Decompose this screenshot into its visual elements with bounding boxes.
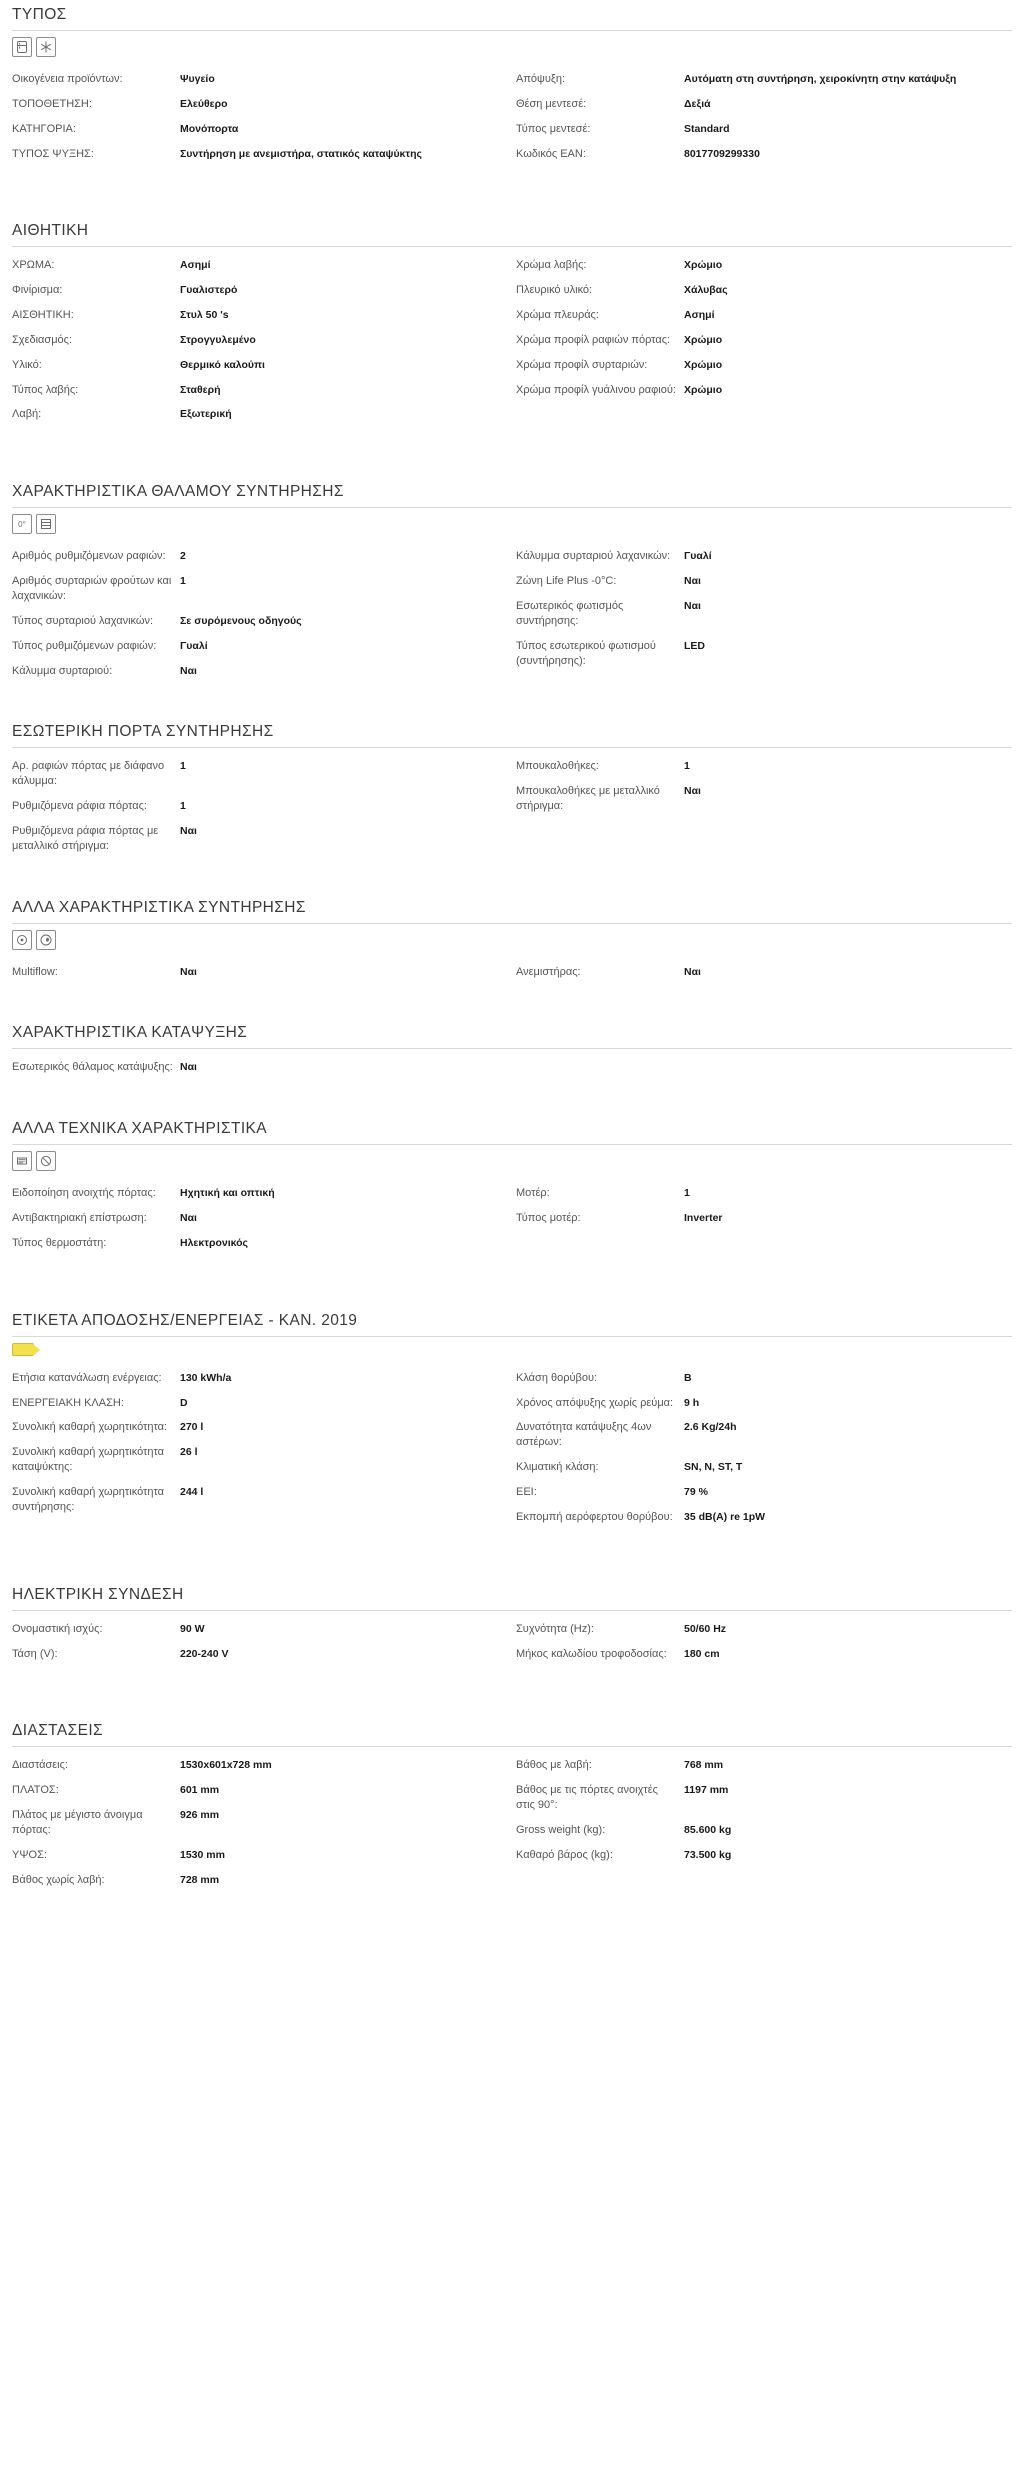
spec-row: [516, 1417, 1004, 1457]
spec-value: SN, N, ST, T: [684, 1461, 743, 1474]
spec-row: [12, 1805, 500, 1845]
spec-column-left: [8, 1183, 512, 1258]
spec-label: Καθαρό βάρος (kg):: [516, 1848, 613, 1861]
spec-value: Εξωτερική: [180, 408, 232, 421]
spec-columns: [8, 61, 1016, 178]
spec-row: [516, 1507, 1004, 1532]
spec-row: [12, 255, 500, 280]
antibacterial-icon: [36, 1151, 56, 1171]
spec-value: 85.600 kg: [684, 1823, 732, 1836]
spec-label: Πλάτος με μέγιστο άνοιγμα πόρτας:: [12, 1809, 143, 1836]
spec-column-left: [8, 1619, 512, 1669]
spec-row: [516, 1482, 1004, 1507]
spec-value: Χρώμιο: [684, 383, 723, 396]
spec-row: [516, 1208, 1004, 1233]
spec-row: [516, 756, 1004, 781]
spec-value: Ναι: [180, 965, 197, 978]
spec-row: [12, 962, 500, 987]
spec-row: [516, 1820, 1004, 1845]
spec-column-left: [8, 69, 512, 168]
spec-column-left: [8, 962, 512, 987]
spec-label: Συνολική καθαρή χωρητικότητα καταψύκτης:: [12, 1446, 165, 1474]
spec-label: Χρώμα λαβής:: [516, 259, 587, 272]
spec-row: [12, 355, 500, 380]
spec-row: [516, 962, 1004, 987]
spec-label: Βάθος με λαβή:: [516, 1759, 592, 1772]
spec-value: Αυτόματη στη συντήρηση, χειροκίνητη στην κατάψυξη: [684, 73, 957, 85]
spec-row: [12, 144, 500, 169]
spec-columns: [8, 1360, 1016, 1542]
spec-columns: [8, 1611, 1016, 1679]
spec-label: Τύπος εσωτερικού φωτισμού (συντήρησης):: [516, 639, 656, 667]
section-title: ΕΤΙΚΕΤΑ ΑΠΟΔΟΣΗΣ/ΕΝΕΡΓΕΙΑΣ - ΚΑΝ. 2019: [12, 1311, 358, 1329]
spec-label: Υλικό:: [12, 358, 42, 371]
spec-label: Τύπος μεντεσέ:: [516, 122, 591, 135]
spec-value: Ελεύθερο: [180, 97, 228, 110]
spec-value: Ναι: [180, 664, 197, 677]
section-etiketa-energeias: [0, 1306, 1024, 1542]
spec-row: [516, 69, 1004, 94]
spec-row: [516, 1457, 1004, 1482]
section-title: ΧΑΡΑΚΤΗΡΙΣΤΙΚΑ ΘΑΛΑΜΟΥ ΣΥΝΤΗΡΗΣΗΣ: [12, 483, 344, 501]
spec-row: [12, 1845, 500, 1870]
spec-label: Κλάση θορύβου:: [516, 1371, 598, 1384]
spec-column-left: [8, 1368, 512, 1532]
snowflake-icon: [36, 37, 56, 57]
spec-row: [516, 1619, 1004, 1644]
spec-value: 26 l: [180, 1446, 198, 1459]
spec-value: 130 kWh/a: [180, 1371, 232, 1384]
section-alla-syntirisis: [0, 893, 1024, 997]
spec-value: Ασημί: [180, 259, 211, 272]
spec-row: [516, 1183, 1004, 1208]
spec-row: [12, 94, 500, 119]
spec-row: [516, 1845, 1004, 1870]
spec-row: [12, 380, 500, 405]
spec-value: Σε συρόμενους οδηγούς: [180, 614, 302, 627]
spec-label: Δυνατότητα κατάψυξης 4ων αστέρων:: [516, 1421, 652, 1449]
spec-value: Γυαλί: [684, 550, 712, 563]
spec-row: [12, 756, 500, 796]
section-title: ΤΥΠΟΣ: [12, 6, 67, 23]
spec-value: Ναι: [684, 599, 701, 612]
spec-label: ΚΑΤΗΓΟΡΙΑ:: [12, 122, 76, 135]
spec-label: Τύπος λαβής:: [12, 383, 79, 396]
spec-columns: [8, 538, 1016, 695]
spec-label: Ειδοποίηση ανοιχτής πόρτας:: [12, 1187, 156, 1200]
spec-label: Χρώμα προφίλ συρταριών:: [516, 358, 648, 371]
spec-label: ΧΡΩΜΑ:: [12, 259, 55, 272]
spec-row: [516, 330, 1004, 355]
spec-label: Ετήσια κατανάλωση ενέργειας:: [12, 1371, 162, 1384]
spec-value: 2.6 Kg/24h: [684, 1421, 737, 1434]
spec-label: Θέση μεντεσέ:: [516, 97, 587, 110]
spec-label: Μπουκαλοθήκες:: [516, 760, 599, 773]
spec-column-right: [512, 255, 1016, 429]
spec-value: 1: [684, 1187, 690, 1200]
spec-row: [516, 280, 1004, 305]
spec-value: Συντήρηση με ανεμιστήρα, στατικός καταψύκτης: [180, 147, 422, 160]
spec-row: [516, 94, 1004, 119]
spec-value: Στυλ 50 's: [180, 309, 229, 322]
spec-row: [12, 636, 500, 661]
spec-column-left: [8, 1755, 512, 1894]
spec-label: Ρυθμιζόμενα ράφια πόρτας με μεταλλικό στήριγμα:: [12, 824, 159, 852]
spec-value: 768 mm: [684, 1759, 724, 1772]
spec-columns: [8, 1175, 1016, 1268]
spec-label: Κάλυμμα συρταριού:: [12, 664, 113, 677]
spec-row: [12, 1233, 500, 1258]
spec-row: [516, 355, 1004, 380]
spec-label: Σχεδιασμός:: [12, 333, 73, 346]
spec-label: Λαβή:: [12, 408, 42, 421]
section-alla-texnika: [0, 1114, 1024, 1268]
section-icons: [8, 31, 1016, 61]
spec-label: Gross weight (kg):: [516, 1823, 606, 1836]
spec-value: Χρώμιο: [684, 259, 723, 272]
spec-label: Μπουκαλοθήκες με μεταλλικό στήριγμα:: [516, 785, 660, 813]
spec-row: [12, 821, 500, 861]
spec-row: [516, 781, 1004, 821]
section-icons: [8, 924, 1016, 954]
spec-column-left: [8, 255, 512, 429]
spec-label: Εσωτερικός θάλαμος κατάψυξης:: [12, 1061, 173, 1074]
section-title: ΑΛΛΑ ΤΕΧΝΙΚΑ ΧΑΡΑΚΤΗΡΙΣΤΙΚΑ: [12, 1120, 268, 1138]
spec-label: Τύπος θερμοστάτη:: [12, 1236, 107, 1249]
spec-row: [12, 1057, 500, 1082]
spec-value: Ναι: [684, 575, 701, 588]
section-diastaseis: [0, 1716, 1024, 1904]
spec-value: 601 mm: [180, 1784, 220, 1797]
spec-label: Αριθμός συρταριών φρούτων και λαχανικών:: [12, 575, 172, 602]
spec-label: Αριθμός ρυθμιζόμενων ραφιών:: [12, 550, 166, 563]
spec-label: Αρ. ραφιών πόρτας με διάφανο κάλυμμα:: [12, 760, 165, 788]
spec-column-left: [8, 756, 512, 860]
spec-value: 50/60 Hz: [684, 1622, 727, 1635]
spec-label: Διαστάσεις:: [12, 1759, 68, 1772]
fridge-icon: [12, 37, 32, 57]
spec-value: 35 dB(A) re 1pW: [684, 1510, 766, 1523]
spec-value: Ναι: [180, 1061, 197, 1074]
spec-row: [12, 1208, 500, 1233]
shelves-icon: [36, 514, 56, 534]
spec-label: Κλιματική κλάση:: [516, 1461, 599, 1474]
spec-column-right: [512, 756, 1016, 860]
spec-row: [12, 69, 500, 94]
section-esoteriki-porta: [0, 717, 1024, 870]
spec-value: 9 h: [684, 1396, 700, 1409]
spec-column-left: [8, 1057, 512, 1082]
spec-row: [12, 546, 500, 571]
spacer: [0, 182, 1024, 216]
spec-value: D: [180, 1396, 188, 1409]
spacer: [0, 699, 1024, 717]
spec-value: Ναι: [180, 1212, 197, 1225]
spec-value: B: [684, 1371, 692, 1384]
spec-value: Χάλυβας: [684, 284, 728, 297]
spec-label: Ζώνη Life Plus -0°C:: [516, 575, 617, 588]
section-title: ΗΛΕΚΤΡΙΚΗ ΣΥΝΔΕΣΗ: [12, 1585, 184, 1603]
spec-value: Ψυγείο: [180, 73, 215, 85]
section-title: ΔΙΑΣΤΑΣΕΙΣ: [12, 1722, 104, 1740]
spec-value: Ναι: [180, 824, 197, 837]
energy-label-icon: [12, 1343, 34, 1356]
spec-row: [516, 596, 1004, 636]
spec-label: Αντιβακτηριακή επίστρωση:: [12, 1212, 147, 1225]
spec-column-right: [512, 1619, 1016, 1669]
spec-row: [516, 1393, 1004, 1418]
spec-label: Συνολική καθαρή χωρητικότητα συντήρησης:: [12, 1486, 165, 1513]
section-icons: [8, 1145, 1016, 1175]
spec-label: Βάθος με τις πόρτες ανοιχτές στις 90°:: [516, 1784, 658, 1812]
spec-row: [12, 280, 500, 305]
spacer: [0, 1272, 1024, 1306]
spec-row: [12, 1442, 500, 1482]
section-title: ΑΙΘΗΤΙΚΗ: [12, 222, 89, 240]
spec-row: [516, 1644, 1004, 1669]
spec-value: 1530 mm: [180, 1848, 225, 1861]
spec-value: 1: [180, 800, 186, 813]
spec-row: [12, 1183, 500, 1208]
spacer: [0, 1000, 1024, 1018]
spec-row: [516, 1368, 1004, 1393]
spec-row: [12, 305, 500, 330]
spec-row: [12, 404, 500, 429]
spec-label: Κάλυμμα συρταριού λαχανικών:: [516, 550, 671, 563]
spec-row: [12, 1870, 500, 1895]
spec-label: ΥΨΟΣ:: [12, 1848, 47, 1861]
spec-row: [12, 1393, 500, 1418]
spec-label: EEI:: [516, 1486, 537, 1498]
spec-label: Φινίρισμα:: [12, 284, 63, 297]
spec-value: Χρώμιο: [684, 358, 723, 371]
spec-value: 220-240 V: [180, 1647, 229, 1660]
spec-row: [516, 636, 1004, 676]
spec-label: ΑΙΣΘΗΤΙΚΗ:: [12, 309, 74, 322]
spec-label: Βάθος χωρίς λαβή:: [12, 1873, 105, 1886]
spec-column-right: [512, 546, 1016, 685]
spacer: [0, 875, 1024, 893]
spec-label: Απόψυξη:: [516, 73, 566, 85]
spec-column-right: [512, 962, 1016, 987]
spec-value: 73.500 kg: [684, 1848, 732, 1861]
spec-row: [516, 305, 1004, 330]
spec-column-right: [512, 1057, 1016, 1082]
spec-label: Ανεμιστήρας:: [516, 965, 581, 978]
section-katapsyxi: [0, 1018, 1024, 1092]
spec-columns: [8, 1049, 1016, 1092]
spec-value: Ηχητική και οπτική: [180, 1187, 275, 1200]
spec-value: 728 mm: [180, 1873, 220, 1886]
spec-label: Μήκος καλωδίου τροφοδοσίας:: [516, 1647, 667, 1660]
spec-label: Μοτέρ:: [516, 1187, 550, 1200]
spec-label: Χρώμα προφίλ γυάλινου ραφιού:: [516, 383, 676, 396]
section-aisthitiki: [0, 216, 1024, 439]
section-title: ΑΛΛΑ ΧΑΡΑΚΤΗΡΙΣΤΙΚΑ ΣΥΝΤΗΡΗΣΗΣ: [12, 898, 306, 916]
spec-value: Ναι: [684, 785, 701, 798]
spec-row: [12, 571, 500, 611]
spec-row: [12, 1619, 500, 1644]
spec-value: 244 l: [180, 1486, 204, 1498]
spec-value: 90 W: [180, 1622, 205, 1635]
spec-label: ΠΛΑΤΟΣ:: [12, 1784, 59, 1797]
spec-label: Χρώμα πλευράς:: [516, 309, 599, 322]
spec-value: Γυαλί: [180, 639, 208, 652]
spec-row: [12, 330, 500, 355]
spec-value: Ασημί: [684, 309, 715, 322]
spec-value: 1530x601x728 mm: [180, 1759, 272, 1772]
spec-row: [516, 144, 1004, 169]
spec-row: [12, 661, 500, 686]
spec-row: [516, 119, 1004, 144]
spec-column-right: [512, 1755, 1016, 1894]
spec-label: ΤΟΠΟΘΕΤΗΣΗ:: [12, 97, 92, 110]
section-ilektriki-syndesi: [0, 1580, 1024, 1679]
spec-label: Κωδικός ΕΑΝ:: [516, 147, 586, 160]
spec-value: Inverter: [684, 1212, 723, 1225]
spec-label: Χρόνος απόψυξης χωρίς ρεύμα:: [516, 1396, 674, 1409]
spec-row: [12, 611, 500, 636]
section-icons: [8, 1337, 1016, 1360]
spec-value: Χρώμιο: [684, 333, 723, 346]
spec-label: Συνολική καθαρή χωρητικότητα:: [12, 1421, 168, 1434]
spec-value: 1: [684, 760, 690, 773]
spec-value: LED: [684, 639, 705, 652]
section-typos: [0, 0, 1024, 178]
spec-value: 79 %: [684, 1486, 708, 1498]
spec-value: Ηλεκτρονικός: [180, 1236, 248, 1249]
spec-column-right: [512, 1368, 1016, 1532]
spec-value: Στρογγυλεμένο: [180, 333, 256, 346]
spec-label: Χρώμα προφίλ ραφιών πόρτας:: [516, 333, 671, 346]
spec-columns: [8, 1747, 1016, 1904]
spec-value: 1: [180, 575, 186, 588]
spec-row: [12, 1755, 500, 1780]
spec-column-left: [8, 546, 512, 685]
spec-value: Γυαλιστερό: [180, 284, 238, 297]
spec-label: Οικογένεια προϊόντων:: [12, 73, 123, 85]
spec-row: [516, 255, 1004, 280]
spec-column-right: [512, 1183, 1016, 1258]
spec-label: Τύπος μοτέρ:: [516, 1212, 581, 1225]
spec-value: 2: [180, 550, 186, 563]
spec-columns: [8, 247, 1016, 439]
spec-row: [516, 571, 1004, 596]
spec-value: Ναι: [684, 965, 701, 978]
spec-label: Ρυθμιζόμενα ράφια πόρτας:: [12, 800, 147, 813]
section-icons: [8, 508, 1016, 538]
spec-row: [516, 546, 1004, 571]
section-title: ΧΑΡΑΚΤΗΡΙΣΤΙΚΑ ΚΑΤΑΨΥΞΗΣ: [12, 1024, 248, 1042]
svg-text:0°: 0°: [18, 520, 26, 530]
spec-value: Μονόπορτα: [180, 122, 239, 135]
spec-label: Ονομαστική ισχύς:: [12, 1622, 103, 1635]
spec-label: Τάση (V):: [12, 1647, 58, 1660]
spec-row: [516, 1780, 1004, 1820]
spec-row: [12, 1368, 500, 1393]
spec-value: 1197 mm: [684, 1784, 729, 1797]
spacer: [0, 1546, 1024, 1580]
spec-row: [12, 796, 500, 821]
spec-label: Συχνότητα (Hz):: [516, 1622, 594, 1635]
spec-label: Πλευρικό υλικό:: [516, 284, 593, 297]
spacer: [0, 443, 1024, 477]
spec-label: ΕΝΕΡΓΕΙΑΚΗ ΚΛΑΣΗ:: [12, 1396, 124, 1409]
multiflow-icon: [12, 930, 32, 950]
spec-value: Θερμικό καλούπι: [180, 358, 265, 371]
spec-value: Δεξιά: [684, 97, 711, 110]
spec-label: Εσωτερικός φωτισμός συντήρησης:: [516, 599, 624, 627]
spec-label: Τύπος συρταριού λαχανικών:: [12, 614, 154, 627]
spec-column-right: [512, 69, 1016, 168]
fan-icon: [36, 930, 56, 950]
spec-value: Σταθερή: [180, 383, 221, 396]
spec-value: 926 mm: [180, 1809, 220, 1822]
spec-row: [516, 380, 1004, 405]
spec-row: [12, 1417, 500, 1442]
alarm-icon: [12, 1151, 32, 1171]
spacer: [0, 1682, 1024, 1716]
spec-row: [12, 1780, 500, 1805]
spec-label: Εκπομπή αερόφερτου θορύβου:: [516, 1510, 673, 1523]
zero-degree-icon: [12, 514, 32, 534]
spec-label: ΤΥΠΟΣ ΨΥΞΗΣ:: [12, 147, 94, 160]
spec-value: 8017709299330: [684, 147, 760, 160]
spec-value: 1: [180, 760, 186, 773]
spec-value: 180 cm: [684, 1647, 720, 1660]
spec-columns: [8, 954, 1016, 997]
section-title: ΕΣΩΤΕΡΙΚΗ ΠΟΡΤΑ ΣΥΝΤΗΡΗΣΗΣ: [12, 723, 274, 741]
spec-row: [12, 119, 500, 144]
spec-columns: [8, 748, 1016, 870]
spec-label: Τύπος ρυθμιζόμενων ραφιών:: [12, 639, 157, 652]
spec-row: [516, 1755, 1004, 1780]
spec-label: Multiflow:: [12, 965, 58, 978]
spec-value: 270 l: [180, 1421, 204, 1434]
spec-row: [12, 1644, 500, 1669]
spacer: [0, 1096, 1024, 1114]
section-thalamos-syntirisis: [0, 477, 1024, 695]
spec-value: Standard: [684, 122, 730, 135]
spec-row: [12, 1482, 500, 1522]
